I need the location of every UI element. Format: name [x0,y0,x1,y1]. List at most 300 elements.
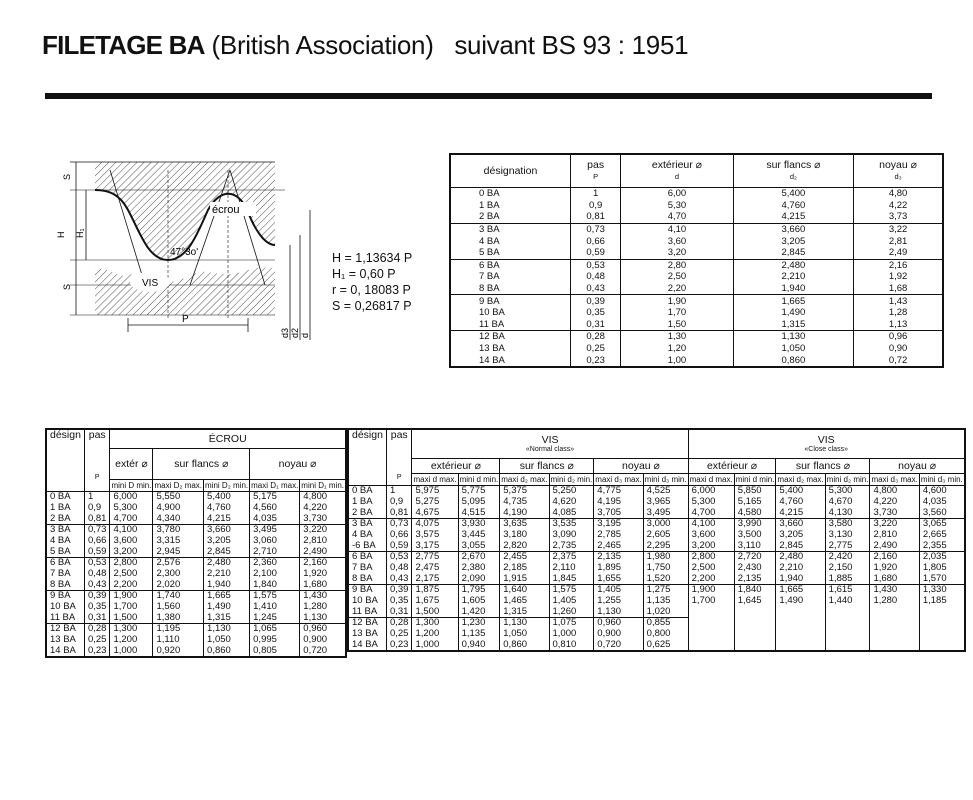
table-cell: 4,130 [825,507,870,518]
table-cell: 1,500 [412,607,458,618]
table-cell: 14 BA [352,638,378,650]
table-cell: 2,480 [204,558,250,569]
table-row [450,223,943,235]
table-cell: 0,900 [594,629,643,640]
table-cell: 4,670 [825,497,870,508]
table-cell: 0,920 [153,646,204,658]
table-row [450,283,943,295]
table-cell: 3,730 [300,513,346,524]
table-cell: 3,445 [458,530,500,541]
table-cell: 0,66 [386,530,412,541]
table-cell: 0,28 [84,624,110,635]
table-cell: 1,410 [250,602,300,613]
table-cell: 2,490 [300,546,346,557]
table-cell: 4,600 [919,486,964,497]
table-cell: 1 BA [50,501,71,513]
table-row [348,563,965,574]
diagram-label-H1: H₁ [75,228,85,238]
table-cell: 0,9 [84,503,110,514]
table-cell: 0 BA [352,485,373,497]
table-cell [776,607,825,618]
table-cell: 2,50 [621,271,733,283]
table-cell: 3,495 [643,507,688,518]
table-cell [870,607,919,618]
table-cell: 1,675 [412,596,458,607]
table-row [348,574,965,585]
table-cell: 4,580 [734,507,776,518]
table-cell: 2,80 [621,259,733,271]
table-cell: 6 BA [50,557,71,569]
sub-header: mini D₁ min. [301,481,344,490]
table-cell: 0,860 [500,640,549,652]
table-cell: 10 BA [479,307,505,319]
table-cell: 2,480 [733,259,853,271]
table-cell: 2,210 [204,569,250,580]
table-cell: 1,130 [300,613,346,624]
table-cell: 2 BA [46,513,84,524]
table-cell: 1,920 [870,563,919,574]
table-cell: 9 BA [50,590,71,602]
table-cell: 1,280 [870,596,919,607]
table-cell: 1,750 [643,563,688,574]
table-cell: 1,230 [458,618,500,629]
table-row [46,569,346,580]
table-cell [688,640,734,652]
table-cell: 3,930 [458,519,500,530]
table-cell: 3,060 [250,536,300,547]
sub-header: maxi D₂ max. [154,481,203,490]
table-cell: 7 BA [50,567,71,579]
table-cell: 1,70 [621,307,733,319]
diagram-label-S-top: S [62,173,72,180]
table-cell: 6,000 [110,492,153,503]
table-cell: 4,215 [733,211,853,223]
table-cell: 5,975 [412,486,458,497]
table-cell: 0,66 [571,235,621,247]
table-cell: 5,30 [621,200,733,212]
screw-tolerance-table [347,428,966,652]
header-noyau: noyau ⌀ [250,449,346,480]
table-cell: 0,53 [386,552,412,563]
table-cell: 4,760 [204,503,250,514]
col-header-label: désignation [483,164,538,177]
header-ext-normal: extérieur ⌀ [412,459,500,474]
table-cell: 2,375 [549,552,594,563]
table-cell: 1,135 [643,596,688,607]
table-cell: 0,28 [571,331,621,343]
table-cell: 3,73 [854,211,943,223]
table-row [46,546,346,557]
table-cell: 2,81 [854,235,943,247]
table-cell: 0,800 [643,629,688,640]
table-cell: 1,110 [153,635,204,646]
table-cell: 0,860 [733,354,853,367]
table-cell: 1,920 [300,569,346,580]
table-row [450,200,943,212]
sub-header: maxi d₂ max. [501,475,548,484]
col-header-design: désign [46,429,84,492]
table-row [450,271,943,283]
header-noyau-close: noyau ⌀ [870,459,965,474]
table-cell: 3,965 [643,497,688,508]
table-cell: 0,805 [250,646,300,658]
table-cell: 2,500 [688,563,734,574]
table-cell: 3,580 [825,519,870,530]
table-cell [776,640,825,652]
table-cell [919,629,964,640]
table-cell [825,607,870,618]
table-cell: 4,035 [919,497,964,508]
table-cell: 0,31 [571,319,621,331]
table-cell: 4,075 [412,519,458,530]
header-noyau-normal: noyau ⌀ [594,459,688,474]
table-cell: 1,315 [500,607,549,618]
table-cell: 2,210 [776,563,825,574]
table-cell: 1,00 [621,354,733,367]
table-cell: 3,730 [870,507,919,518]
table-cell: 1,430 [300,591,346,602]
table-cell: 0,48 [571,271,621,283]
table-cell: 1,200 [110,635,153,646]
table-cell: 3,200 [110,546,153,557]
table-cell: 1,405 [594,585,643,596]
table-cell: 3,600 [688,530,734,541]
sub-header: mini D₂ min. [205,481,249,490]
table-cell: 1,490 [204,602,250,613]
col-header-label: pas [587,159,605,171]
table-cell: 3,175 [412,540,458,551]
table-cell: 0,43 [386,574,412,585]
table-cell: 2,710 [250,546,300,557]
table-cell: 1,185 [919,596,964,607]
table-cell: 3,200 [688,540,734,551]
diagram-label-S-bottom: S [62,283,72,290]
table-cell: 2,300 [153,569,204,580]
table-cell: 2,360 [250,558,300,569]
table-cell: 13 BA [50,634,76,646]
table-cell: 6,000 [688,486,734,497]
table-cell: 0,25 [84,635,110,646]
table-cell: 1,665 [776,585,825,596]
table-cell: 12 BA [50,623,76,635]
table-cell: 3,220 [870,519,919,530]
table-cell: 0,960 [300,624,346,635]
table-row [450,247,943,259]
table-cell: -6 BA [348,540,386,551]
table-row [46,580,346,591]
table-cell: 11 BA [348,607,386,618]
table-cell: 1,605 [458,596,500,607]
table-cell: 3,090 [549,530,594,541]
table-cell: 4 BA [352,528,373,540]
table-cell: 4,760 [733,200,853,212]
table-cell: 0,35 [386,596,412,607]
diagram-label-ecrou: écrou [212,204,240,216]
table-cell [688,618,734,629]
table-cell: 2,735 [549,540,594,551]
table-cell: 5,250 [549,486,594,497]
table-cell: 1,440 [825,596,870,607]
table-cell: 1,940 [204,580,250,591]
table-cell: 0,23 [386,640,412,652]
table-cell: 2,020 [153,580,204,591]
table-cell: 12 BA [479,331,505,343]
table-cell: 2,490 [870,540,919,551]
col-header-sub: d [674,172,680,181]
table-cell: 2 BA [450,211,571,223]
sub-header: maxi d₃ max. [871,475,918,484]
diagram-label-angle: 47°3o' [170,247,199,258]
sub-header: mini d₃ min. [644,475,687,484]
table-cell: 0,810 [549,640,594,652]
table-cell: 0 BA [50,491,71,503]
table-cell: 3,500 [734,530,776,541]
table-cell: 1,490 [776,596,825,607]
table-cell: 3 BA [50,524,71,536]
table-cell: 2,100 [250,569,300,580]
title-paren: (British Association) [211,30,434,60]
table-cell: 1,940 [776,574,825,585]
table-cell: 2,665 [919,530,964,541]
table-row [46,513,346,524]
table-cell: 0,73 [386,519,412,530]
table-cell: 1,43 [854,295,943,307]
diagram-label-d3: d3 [280,327,290,338]
table-cell: 0,23 [84,646,110,658]
table-cell: 14 BA [479,354,505,366]
table-cell: 1,280 [300,602,346,613]
table-cell: 1,420 [458,607,500,618]
formula-S: S = 0,26817 P [332,299,412,313]
table-cell: 2,845 [733,247,853,259]
table-cell: 1,915 [500,574,549,585]
table-cell: 3,535 [549,519,594,530]
table-cell: 5,550 [153,492,204,503]
table-row [348,596,965,607]
sub-header: mini d min. [735,475,775,484]
table-cell: 1,90 [621,295,733,307]
table-cell: 1,430 [870,585,919,596]
page-title [42,30,688,61]
table-cell: 4,760 [776,497,825,508]
table-cell: 2,775 [412,552,458,563]
table-cell: 7 BA [479,271,500,283]
table-cell: 1,655 [594,574,643,585]
sub-header: maxi D₁ max. [251,481,299,490]
table-cell: 4,620 [549,497,594,508]
table-cell: 4,775 [594,486,643,497]
table-cell: 1,380 [153,613,204,624]
table-cell: 2,135 [734,574,776,585]
col-header-3 [733,154,853,188]
table-cell: 1 [84,492,110,503]
table-cell: 4,085 [549,507,594,518]
table-cell: 0,59 [571,247,621,259]
table-cell: 2,135 [594,552,643,563]
table-cell: 4,190 [500,507,549,518]
table-cell: 1,275 [643,585,688,596]
col-header-design: désign [348,429,386,486]
sub-header: maxi d₂ max. [777,475,824,484]
table-cell: 13 BA [352,628,378,640]
table-cell: 10 BA [352,595,378,607]
table-cell [734,607,776,618]
table-cell: 0,25 [386,629,412,640]
table-cell: 5,095 [458,497,500,508]
table-cell: 2,430 [734,563,776,574]
table-cell: 5,400 [204,492,250,503]
table-cell: 1,130 [204,624,250,635]
table-cell: 1,050 [204,635,250,646]
table-cell: 0,53 [571,259,621,271]
header-exter: extér ⌀ [110,449,153,480]
header-vis-normal: VIS «Normal class» [412,429,688,459]
col-header-4 [854,154,943,188]
table-cell: 0,940 [458,640,500,652]
table-cell: 5 BA [450,247,571,259]
table-cell: 1,490 [733,307,853,319]
table-cell: 8 BA [348,574,386,585]
table-cell: 4,215 [204,513,250,524]
table-cell: 2,185 [500,563,549,574]
table-cell: 10 BA [50,601,76,613]
table-cell: 2,295 [643,540,688,551]
table-cell: 1,000 [549,629,594,640]
table-cell: 5,300 [110,503,153,514]
table-row [46,613,346,624]
table-cell [776,629,825,640]
table-cell [870,640,919,652]
table-cell: 1,560 [153,602,204,613]
table-cell: 1,135 [458,629,500,640]
table-cell: 1,20 [621,343,733,355]
table-cell: 1,130 [500,618,549,629]
table-cell [825,618,870,629]
table-cell: 3,205 [204,536,250,547]
col-header-pas: pas P [386,429,412,486]
table-cell: 0,39 [571,295,621,307]
table-cell: 2,355 [919,540,964,551]
formula-H: H = 1,13634 P [332,251,413,265]
table-cell: 1,330 [919,585,964,596]
table-row [450,235,943,247]
table-cell: 8 BA [450,283,571,295]
table-cell: 1,840 [250,580,300,591]
table-cell: 1,570 [919,574,964,585]
table-cell: 4 BA [479,235,500,247]
table-cell [870,618,919,629]
table-cell: 5,850 [734,486,776,497]
table-cell: 1,575 [549,585,594,596]
table-cell: 11 BA [450,319,571,331]
sub-header: mini d₂ min. [826,475,869,484]
table-cell: 2,200 [110,580,153,591]
sub-header: maxi d₃ max. [595,475,642,484]
table-cell: 13 BA [479,343,505,355]
table-cell [919,607,964,618]
table-cell: 0,43 [84,580,110,591]
table-cell: 4,340 [153,513,204,524]
table-cell: 1,795 [458,585,500,596]
table-cell: 5,175 [250,492,300,503]
col-header-1 [571,154,621,188]
table-cell: 3,055 [458,540,500,551]
table-cell: 4,675 [412,507,458,518]
table-cell: 5,400 [733,188,853,200]
table-cell [870,629,919,640]
table-cell: 4,560 [250,503,300,514]
table-cell: 1,065 [250,624,300,635]
table-cell: 3,575 [412,530,458,541]
table-row [450,354,943,367]
title-bold: FILETAGE BA [42,30,205,60]
table-cell: 3,990 [734,519,776,530]
table-cell: 0,960 [594,618,643,629]
col-header-sub: P [593,172,599,181]
table-cell: 2,775 [825,540,870,551]
table-cell: 1,195 [153,624,204,635]
table-cell: 2,810 [300,536,346,547]
table-cell: 3,000 [643,519,688,530]
table-cell: 1,740 [153,591,204,602]
table-cell: 2,500 [110,569,153,580]
table-cell: 4,800 [870,486,919,497]
table-cell: 2,200 [688,574,734,585]
table-cell: 3,635 [500,519,549,530]
table-cell: 0,39 [84,591,110,602]
table-cell: 3,065 [919,519,964,530]
formula-r: r = 0, 18083 P [332,283,411,297]
table-cell: 6,00 [621,188,733,200]
table-cell: 2,210 [733,271,853,283]
table-cell [688,607,734,618]
table-cell: 2,035 [919,552,964,563]
table-cell: 1,260 [549,607,594,618]
table-cell: 4,70 [621,211,733,223]
table-cell: 1,28 [854,307,943,319]
table-row [46,646,346,658]
table-cell: 4,900 [153,503,204,514]
table-cell: 0,43 [571,283,621,295]
table-cell: 2,090 [458,574,500,585]
table-cell: 2,16 [854,259,943,271]
table-cell: 1,255 [594,596,643,607]
col-header-pas: pas P [84,429,110,492]
table-cell: 2,480 [776,552,825,563]
table-cell: 3,660 [204,525,250,536]
header-flancs: sur flancs ⌀ [153,449,250,480]
table-cell: 0 BA [479,188,500,200]
table-cell: 1,980 [643,552,688,563]
table-row [348,497,965,508]
table-cell: 2,720 [734,552,776,563]
table-cell: 2,175 [412,574,458,585]
table-cell: 1 BA [352,495,373,507]
table-cell: 3 BA [479,224,500,236]
table-cell: 3,195 [594,519,643,530]
table-cell: 0,23 [571,354,621,367]
table-cell: 5,275 [412,497,458,508]
table-row [46,503,346,514]
col-header-2 [621,154,733,188]
table-cell: 2,110 [549,563,594,574]
table-row [450,295,943,307]
table-cell: 5,165 [734,497,776,508]
table-cell: 0,48 [386,563,412,574]
table-cell: 14 BA [50,644,76,656]
table-cell: 4 BA [50,534,71,546]
table-cell: 1,875 [412,585,458,596]
